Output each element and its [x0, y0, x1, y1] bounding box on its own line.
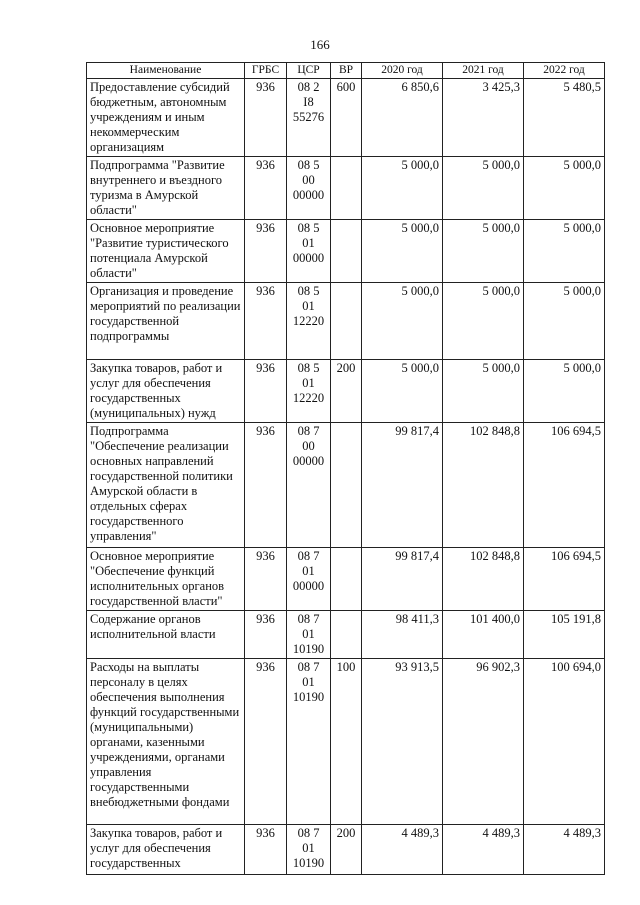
row-vr [331, 283, 362, 360]
row-2020: 99 817,4 [362, 423, 443, 548]
row-name: Организация и проведение мероприятий по реализации государственной подпрограммы [87, 283, 245, 360]
table-row [87, 548, 605, 611]
row-vr: 200 [331, 360, 362, 423]
row-2021: 4 489,3 [443, 825, 524, 875]
header-name: Наименование [87, 63, 245, 79]
row-vr: 200 [331, 825, 362, 875]
row-2022: 5 000,0 [524, 220, 605, 283]
row-2020: 98 411,3 [362, 611, 443, 659]
row-2022: 5 480,5 [524, 79, 605, 157]
row-csr: 08 7 01 10190 [287, 611, 331, 659]
table-body [87, 79, 605, 875]
header-2021: 2021 год [443, 63, 524, 79]
row-name: Подпрограмма "Обеспечение реализации основных направлений государственной политики Амурской области в отдельных сферах государственного управления" [87, 423, 245, 548]
row-vr [331, 611, 362, 659]
row-2020: 4 489,3 [362, 825, 443, 875]
row-2021: 102 848,8 [443, 548, 524, 611]
row-grbs: 936 [245, 283, 287, 360]
row-2020: 5 000,0 [362, 157, 443, 220]
header-row [87, 63, 605, 79]
row-2020: 5 000,0 [362, 220, 443, 283]
row-grbs: 936 [245, 220, 287, 283]
table-row [87, 283, 605, 360]
header-csr: ЦСР [287, 63, 331, 79]
row-2022: 5 000,0 [524, 360, 605, 423]
budget-table [86, 62, 605, 875]
row-2021: 96 902,3 [443, 659, 524, 825]
row-2020: 99 817,4 [362, 548, 443, 611]
row-grbs: 936 [245, 825, 287, 875]
row-2021: 5 000,0 [443, 157, 524, 220]
row-vr [331, 423, 362, 548]
table-row [87, 360, 605, 423]
table-row [87, 423, 605, 548]
row-csr: 08 7 01 10190 [287, 825, 331, 875]
row-2022: 105 191,8 [524, 611, 605, 659]
row-name: Расходы на выплаты персоналу в целях обеспечения выполнения функций государственными (муниципальными) органами, казенными учреждениями, органами управления государственными внебюджетными фондами [87, 659, 245, 825]
row-vr: 600 [331, 79, 362, 157]
row-2020: 5 000,0 [362, 283, 443, 360]
row-name: Содержание органов исполнительной власти [87, 611, 245, 659]
row-name: Закупка товаров, работ и услуг для обеспечения государственных (муниципальных) нужд [87, 360, 245, 423]
row-2021: 101 400,0 [443, 611, 524, 659]
row-csr: 08 7 01 10190 [287, 659, 331, 825]
row-2021: 5 000,0 [443, 220, 524, 283]
row-2022: 5 000,0 [524, 157, 605, 220]
row-name: Основное мероприятие "Развитие туристического потенциала Амурской области" [87, 220, 245, 283]
table-row [87, 220, 605, 283]
row-vr [331, 548, 362, 611]
row-csr: 08 5 01 12220 [287, 360, 331, 423]
row-2021: 102 848,8 [443, 423, 524, 548]
row-grbs: 936 [245, 79, 287, 157]
row-csr: 08 5 01 12220 [287, 283, 331, 360]
row-2020: 6 850,6 [362, 79, 443, 157]
row-2020: 5 000,0 [362, 360, 443, 423]
row-grbs: 936 [245, 423, 287, 548]
row-2021: 5 000,0 [443, 360, 524, 423]
row-2022: 106 694,5 [524, 548, 605, 611]
row-grbs: 936 [245, 360, 287, 423]
header-2022: 2022 год [524, 63, 605, 79]
row-vr [331, 157, 362, 220]
row-csr: 08 5 01 00000 [287, 220, 331, 283]
row-2022: 106 694,5 [524, 423, 605, 548]
table-row [87, 611, 605, 659]
row-2022: 5 000,0 [524, 283, 605, 360]
row-grbs: 936 [245, 157, 287, 220]
row-name: Предоставление субсидий бюджетным, автономным учреждениям и иным некоммерческим организациям [87, 79, 245, 157]
row-vr: 100 [331, 659, 362, 825]
row-csr: 08 2 I8 55276 [287, 79, 331, 157]
header-vr: ВР [331, 63, 362, 79]
row-grbs: 936 [245, 548, 287, 611]
row-2021: 3 425,3 [443, 79, 524, 157]
row-2021: 5 000,0 [443, 283, 524, 360]
table-row [87, 825, 605, 875]
row-csr: 08 7 01 00000 [287, 548, 331, 611]
row-vr [331, 220, 362, 283]
row-csr: 08 5 00 00000 [287, 157, 331, 220]
row-name: Основное мероприятие "Обеспечение функций исполнительных органов государственной власти" [87, 548, 245, 611]
table-row [87, 79, 605, 157]
row-2022: 4 489,3 [524, 825, 605, 875]
table-row [87, 157, 605, 220]
header-grbs: ГРБС [245, 63, 287, 79]
table-row [87, 659, 605, 825]
row-name: Подпрограмма "Развитие внутреннего и въездного туризма в Амурской области" [87, 157, 245, 220]
row-csr: 08 7 00 00000 [287, 423, 331, 548]
header-2020: 2020 год [362, 63, 443, 79]
row-2020: 93 913,5 [362, 659, 443, 825]
row-name: Закупка товаров, работ и услуг для обеспечения государственных [87, 825, 245, 875]
row-grbs: 936 [245, 611, 287, 659]
row-2022: 100 694,0 [524, 659, 605, 825]
page-number: 166 [310, 37, 330, 52]
row-grbs: 936 [245, 659, 287, 825]
